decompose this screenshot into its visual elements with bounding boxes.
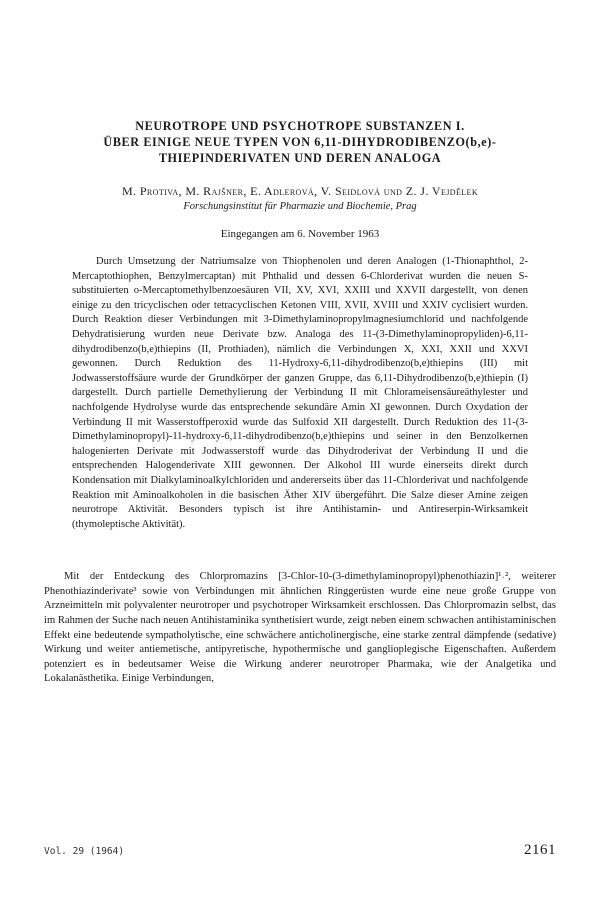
body-text: Mit der Entdeckung des Chlorpromazins [3-Chlor-10-(3-dimethylaminopropyl)phenothiazin]¹˒², weiterer Phenothiazinderivate³ sowie von Verbindungen mit ähnlichen Ringgerüsten wurde eine neue große Gruppe von Arzneimitteln mit polyvalenter neurotroper und psychotroper Wirksamkeit erschlossen. Das Chlorpromazin selbst, das im Rahmen der Suche nach neuen Antihistaminika synthetisiert wurde, zeigt neben einem schwachen antihistaminischen Effekt eine bedeutende sympatholytische, eine schwächere anticholinergische, eine starke zentral dämpfende (sedative) Wirkung und weiter antiemetische, antipyretische, hypothermische und ganglioplegische Eigenschaften. Außerdem potenziert es in bedeutsamer Weise die Wirkung anderer neurotroper Pharmaka, wie der Analgetika und Lokalanästhetika. Einige Verbindungen,: [44, 571, 556, 685]
title-line-3: THIEPINDERIVATEN UND DEREN ANALOGA: [158, 151, 442, 165]
article-title: [44, 118, 556, 166]
abstract: Durch Umsetzung der Natriumsalze von Thiophenolen und deren Analogen (1-Thionaphthol, 2-Mercaptothiophen, Benzylmercaptan) mit Phthalid und dessen 6-Chlorderivat wurden die neuen S-substituierten o-Mercaptomethylbenzoesäuren VII, XV, XVI, XXIII und XXVII dargestellt, von denen einige zu den tricyclischen oder tetracyclischen Ketonen VIII, XVII, XVIII und XXIV cyclisiert wurden. Durch Reaktion dieser Verbindungen mit 3-Dimethylaminopropylmagnesiumchlorid und nachfolgende Dehydratisierung wurden neue Derivate bzw. Analoga des 11-(3-Dimethylaminopropyliden)-6,11-dihydrodibenzo(b,e)thiepins (II, Prothiaden), nämlich die Verbindungen X, XXI, XXII und XXVI gewonnen. Durch Reduktion des 11-Hydroxy-6,11-dihydrodibenzo(b,e)thiepins (III) mit Jodwasserstoffsäure wurde der Grundkörper der ganzen Gruppe, das 6,11-Dihydrodibenzo(b,e)thiepin (I) dargestellt. Durch partielle Demethylierung der Verbindung II mit Chlorameisensäureäthylester und nachfolgende Hydrolyse wurde das entsprechende sekundäre Amin XI gewonnen. Durch Oxydation der Verbindung II mit Wasserstoffperoxid wurde das Sulfoxid XII dargestellt. Durch Reduktion des 11-(3-Dimethylaminopropyl)-11-hydroxy-6,11-dihydrodibenzo(b,e)thiepins und seiner in den Benzolkernen halogenierten Derivate mit Jodwasserstoff wurde das Dihydroderivat der Verbindung II und die entsprechenden Halogenderivate XIII gewonnen. Der Alkohol III wurde einerseits direkt durch Kondensation mit Dialkylaminoalkylchloriden und andererseits über das 11-Chlorderivat und nachfolgende Reaktion mit Aminoalkoholen in die basischen Äther XIV übergeführt. Die Salze dieser Amine zeigen neurotrope Aktivität. Besonders typisch ist ihre Antihistamin- und Antireserpin-Wirksamkeit (thymoleptische Aktivität).: [72, 256, 528, 530]
page-number: 2161: [524, 842, 556, 858]
author-list: M. Protiva, M. Rajšner, E. Adlerová, V. Seidlová und Z. J. Vejdělek: [121, 184, 479, 198]
title-line-2: ÜBER EINIGE NEUE TYPEN VON 6,11-DIHYDRODIBENZO(b,e)-: [103, 135, 497, 149]
volume-info: Vol. 29 (1964): [44, 846, 125, 857]
title-line-1: NEUROTROPE UND PSYCHOTROPE SUBSTANZEN I.: [135, 119, 465, 133]
institution: Forschungsinstitut für Pharmazie und Biochemie, Prag: [183, 201, 417, 212]
page-footer: [44, 842, 556, 859]
received-date: Eingegangen am 6. November 1963: [220, 228, 380, 240]
